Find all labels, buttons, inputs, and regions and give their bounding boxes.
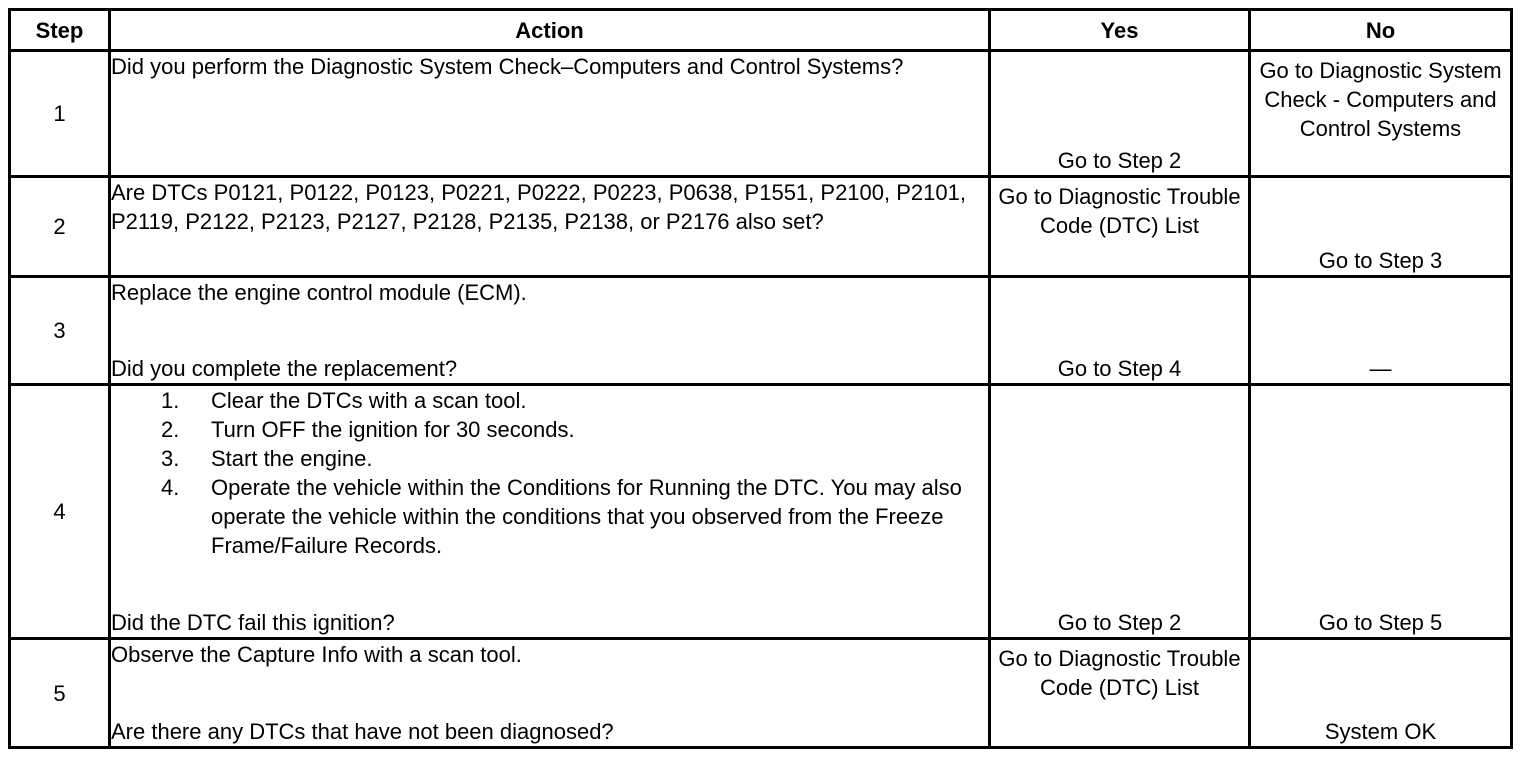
step-number: 2 <box>10 177 110 277</box>
action-cell <box>110 277 990 385</box>
table-row <box>10 277 1512 385</box>
procedure-item-number: 3. <box>161 446 180 471</box>
no-result: — <box>1250 277 1512 385</box>
procedure-item-text: Turn OFF the ignition for 30 seconds. <box>211 417 575 442</box>
action-text: Are DTCs P0121, P0122, P0123, P0221, P0222, P0223, P0638, P1551, P2100, P2101, P2119, P2122, P2123, P2127, P2128, P2135, P2138, or P2176 also set? <box>111 180 966 234</box>
diagnostic-table <box>8 8 1513 749</box>
procedure-item <box>111 386 988 415</box>
action-question: Are there any DTCs that have not been diagnosed? <box>111 719 614 744</box>
table-row <box>10 51 1512 177</box>
no-result: Go to Step 3 <box>1250 177 1512 277</box>
action-cell <box>110 385 990 639</box>
procedure-item <box>111 444 988 473</box>
action-question: Did you complete the replacement? <box>111 356 458 381</box>
step-number: 5 <box>10 639 110 748</box>
header-step: Step <box>10 10 110 51</box>
procedure-item-text: Clear the DTCs with a scan tool. <box>211 388 527 413</box>
action-text: Observe the Capture Info with a scan tool. <box>111 642 522 667</box>
procedure-item-number: 2. <box>161 417 180 442</box>
no-result: Go to Step 5 <box>1250 385 1512 639</box>
procedure-item <box>111 415 988 444</box>
procedure-item-text: Start the engine. <box>211 446 373 471</box>
step-number: 3 <box>10 277 110 385</box>
yes-result: Go to Step 2 <box>990 51 1250 177</box>
step-number: 1 <box>10 51 110 177</box>
procedure-item-text: Operate the vehicle within the Conditions for Running the DTC. You may also operate the vehicle within the conditions that you observed from the Freeze Frame/Failure Records. <box>211 475 962 558</box>
header-yes: Yes <box>990 10 1250 51</box>
action-question: Did the DTC fail this ignition? <box>111 610 395 635</box>
yes-result: Go to Step 2 <box>990 385 1250 639</box>
procedure-list <box>111 386 988 560</box>
procedure-item-number: 1. <box>161 388 180 413</box>
procedure-item-number: 4. <box>161 475 180 500</box>
action-text: Did you perform the Diagnostic System Check–Computers and Control Systems? <box>111 54 904 79</box>
procedure-item <box>111 473 988 560</box>
header-no: No <box>1250 10 1512 51</box>
header-action: Action <box>110 10 990 51</box>
table-row <box>10 177 1512 277</box>
no-result: System OK <box>1250 639 1512 748</box>
header-row <box>10 10 1512 51</box>
table-row <box>10 639 1512 748</box>
step-number: 4 <box>10 385 110 639</box>
no-result: Go to Diagnostic System Check - Computers and Control Systems <box>1250 51 1512 177</box>
yes-result: Go to Diagnostic Trouble Code (DTC) List <box>990 639 1250 748</box>
yes-result: Go to Diagnostic Trouble Code (DTC) List <box>990 177 1250 277</box>
yes-result: Go to Step 4 <box>990 277 1250 385</box>
action-cell <box>110 51 990 177</box>
action-cell <box>110 177 990 277</box>
action-text: Replace the engine control module (ECM). <box>111 280 527 305</box>
action-cell <box>110 639 990 748</box>
table-row <box>10 385 1512 639</box>
